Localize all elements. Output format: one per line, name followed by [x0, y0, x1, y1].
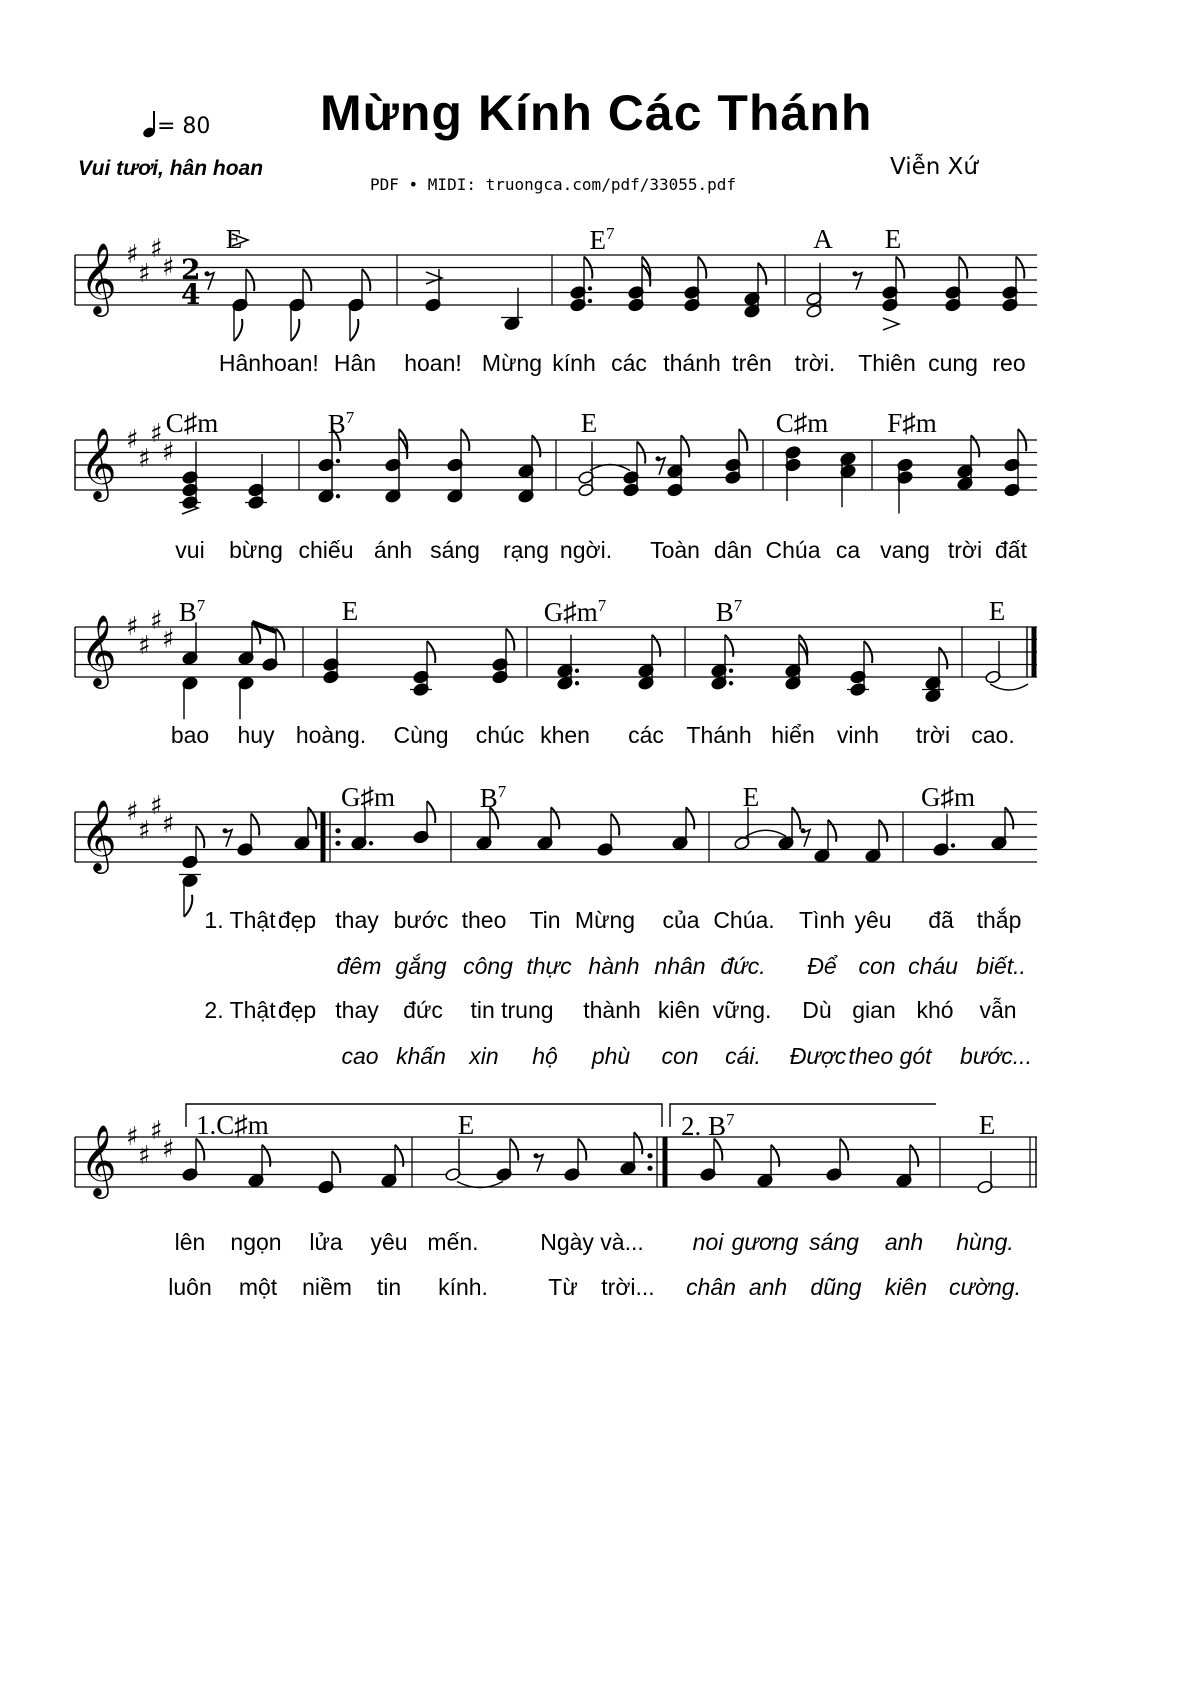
- note: [294, 807, 317, 850]
- lyric-syllable: hoan!: [404, 350, 462, 376]
- flag: [634, 1132, 642, 1154]
- lyric-syllable: tin: [376, 1274, 402, 1300]
- note: [413, 801, 436, 844]
- lyric-syllable: Hân: [218, 350, 262, 376]
- flag: [686, 807, 694, 829]
- note: [425, 269, 442, 312]
- note: [597, 814, 620, 857]
- chord-symbol: E: [341, 596, 359, 626]
- sharp-icon: ♯: [138, 258, 151, 289]
- dot: [575, 681, 579, 685]
- lyric-syllable: thay: [335, 997, 379, 1023]
- sharp-icon: ♯: [150, 790, 163, 821]
- lyric-syllable: yêu: [854, 907, 892, 933]
- lyric-syllable: chúc: [475, 722, 525, 748]
- sharp-icon: ♯: [138, 815, 151, 846]
- note: [248, 1145, 271, 1188]
- lyric-syllable: Cùng: [393, 722, 449, 748]
- repeat-dot: [335, 828, 340, 833]
- quarter-note-icon: [143, 111, 157, 137]
- lyric-syllable: gương: [731, 1229, 799, 1255]
- lyric-syllable: dũng: [810, 1274, 862, 1300]
- note: [896, 1145, 919, 1188]
- note: [847, 641, 872, 697]
- note: [620, 1132, 643, 1175]
- note: [725, 429, 748, 485]
- lyric-syllable: cường.: [949, 1274, 1021, 1300]
- treble-clef-icon: 𝄞: [80, 613, 117, 686]
- note: [628, 257, 651, 313]
- note: [245, 454, 267, 510]
- chord-symbol: $B^7$: [479, 782, 507, 813]
- note: [289, 298, 306, 341]
- lyric-syllable: lên: [174, 1229, 206, 1255]
- lyric-syllable: khen: [540, 722, 590, 748]
- sharp-icon: ♯: [150, 605, 163, 636]
- lyric-syllable: biết..: [976, 953, 1026, 979]
- song-title: Mừng Kính Các Thánh: [320, 85, 873, 141]
- note: [445, 1139, 462, 1182]
- note: [496, 1139, 519, 1182]
- lyric-syllable: huy: [237, 722, 275, 748]
- note: [1004, 429, 1027, 497]
- chord-symbol: E: [225, 224, 243, 254]
- lyric-syllable: reo: [992, 350, 1026, 376]
- flag: [725, 635, 733, 657]
- flag: [184, 895, 192, 917]
- repeat-dot: [647, 1166, 652, 1171]
- note: [922, 647, 947, 703]
- note: [814, 820, 837, 863]
- flag: [652, 635, 660, 657]
- lyric-syllable: trời.: [794, 350, 836, 376]
- expression-marking: Vui tươi, hân hoan: [78, 157, 264, 180]
- chord-symbol: $B^7$: [327, 408, 355, 439]
- volta-label: 1.C♯m: [196, 1110, 269, 1140]
- sharp-icon: ♯: [162, 809, 175, 840]
- chord-symbol: $G♯m^7$: [543, 596, 607, 627]
- sharp-icon: ♯: [138, 1140, 151, 1171]
- lyric-syllable: Hân: [333, 350, 377, 376]
- lyric-syllable: hoàng.: [295, 722, 367, 748]
- lyric-syllable: trời: [915, 722, 951, 748]
- chord-symbol: F♯m: [887, 408, 937, 438]
- treble-clef-icon: 𝄞: [80, 798, 117, 871]
- lyric-syllable: vui: [175, 537, 205, 563]
- lyric-syllable: các: [628, 722, 664, 748]
- chord-symbol: $B^7$: [715, 596, 743, 627]
- flag: [828, 820, 836, 842]
- note: [348, 298, 365, 341]
- time-signature-top: 2: [181, 253, 201, 286]
- chord-symbol: A: [813, 224, 833, 254]
- lyric-syllable: Thiên: [858, 350, 916, 376]
- note: [237, 814, 260, 857]
- note: [985, 641, 1002, 684]
- lyric-syllable: hành: [588, 953, 640, 979]
- lyric-syllable: Thánh: [686, 722, 752, 748]
- chord-symbol: E: [457, 1110, 475, 1140]
- lyric-syllable: kiên: [657, 997, 701, 1023]
- chord-symbol: $E^7$: [589, 224, 615, 255]
- lyric-syllable: con: [858, 953, 896, 979]
- lyric-syllable: Chúa: [765, 537, 821, 563]
- lyric-syllable: anh: [748, 1274, 788, 1300]
- lyric-syllable: kiên: [884, 1274, 928, 1300]
- tempo-value: = 80: [157, 114, 211, 139]
- flag: [1005, 807, 1013, 829]
- lyric-syllable: khó: [916, 997, 954, 1023]
- lyric-syllable: lửa: [309, 1229, 343, 1255]
- lyric-syllable: nhân: [654, 953, 706, 979]
- sharp-icon: ♯: [150, 418, 163, 449]
- chord-symbol: G♯m: [921, 782, 975, 812]
- note: [410, 641, 435, 697]
- sharp-icon: ♯: [126, 1122, 139, 1152]
- lyric-syllable: bước: [393, 907, 449, 933]
- lyric-syllable: dân: [713, 537, 753, 563]
- lyric-syllable: Toàn: [650, 537, 700, 563]
- lyric-syllable: ca: [835, 537, 861, 563]
- sharp-icon: ♯: [150, 1115, 163, 1146]
- lyric-syllable: Tình: [798, 907, 846, 933]
- note: [262, 629, 285, 672]
- note: [323, 629, 340, 685]
- dot: [575, 669, 579, 673]
- lyric-syllable: Mừng: [574, 907, 636, 933]
- lyric-syllable: anh: [884, 1229, 924, 1255]
- note: [667, 435, 690, 497]
- composer-name: Viễn Xứ: [890, 154, 978, 180]
- lyric-syllable: một: [238, 1274, 278, 1300]
- time-signature-bottom: 4: [181, 278, 201, 311]
- lyric-syllable: vang: [880, 537, 930, 563]
- note: [638, 635, 661, 691]
- flag: [971, 435, 979, 457]
- lyric-syllable: niềm: [302, 1274, 352, 1300]
- lyric-syllable: phù: [591, 1043, 631, 1069]
- lyric-syllable: Ngày và...: [540, 1229, 644, 1255]
- note: [182, 622, 199, 665]
- lyric-syllable: Dù: [802, 997, 832, 1023]
- sharp-icon: ♯: [162, 1134, 175, 1165]
- lyric-syllable: ngời.: [559, 537, 613, 563]
- note: [991, 807, 1014, 850]
- lyric-syllable: đất: [995, 537, 1027, 563]
- flag: [792, 807, 800, 829]
- note: [182, 1139, 205, 1182]
- sharp-icon: ♯: [162, 437, 175, 468]
- dot: [951, 843, 955, 847]
- lyric-syllable: trời: [947, 537, 983, 563]
- lyric-syllable: cung: [928, 350, 978, 376]
- lyric-syllable: gian: [852, 997, 896, 1023]
- tempo-marking: [143, 111, 210, 139]
- sharp-icon: ♯: [126, 240, 139, 270]
- lyric-syllable: xin: [469, 1043, 499, 1069]
- note: [492, 629, 515, 685]
- flag: [681, 435, 689, 457]
- note: [806, 263, 823, 319]
- lyric-syllable: yêu: [370, 1229, 408, 1255]
- lyric-syllable: theo gót: [848, 1043, 932, 1069]
- lyric-syllable: 2. Thật: [204, 997, 276, 1023]
- sharp-icon: ♯: [126, 425, 139, 455]
- dot: [588, 299, 592, 303]
- lyric-syllable: vinh: [836, 722, 880, 748]
- chord-symbol: E: [742, 782, 760, 812]
- lyric-syllable: đẹp: [277, 907, 317, 933]
- tie: [746, 830, 786, 836]
- lyric-syllable: cao.: [971, 722, 1015, 748]
- lyric-syllable: thắp: [976, 907, 1022, 933]
- lyric-syllable: kính.: [438, 1274, 488, 1300]
- flag: [234, 319, 242, 341]
- note: [238, 622, 261, 665]
- note: [1002, 257, 1025, 313]
- lyric-syllable: hiển: [771, 722, 815, 748]
- dot: [369, 841, 373, 845]
- lyric-syllable: của: [662, 907, 700, 933]
- lyric-syllable: bước...: [960, 1043, 1032, 1069]
- lyric-syllable: tin trung: [470, 997, 554, 1023]
- lyric-syllable: Từ: [548, 1274, 578, 1300]
- source-link[interactable]: PDF • MIDI: truongca.com/pdf/33055.pdf: [370, 175, 737, 194]
- note: [182, 826, 205, 869]
- flag: [350, 319, 358, 341]
- note: [744, 263, 767, 319]
- note: [501, 288, 523, 331]
- dot: [729, 669, 733, 673]
- sharp-icon: ♯: [138, 443, 151, 474]
- tie: [990, 684, 1028, 690]
- note: [897, 458, 914, 514]
- lyric-syllable: theo: [461, 907, 507, 933]
- flag: [262, 1145, 270, 1167]
- note: [238, 676, 255, 719]
- chord-symbol: E: [580, 408, 598, 438]
- chord-symbol: E: [978, 1110, 996, 1140]
- note: [865, 820, 888, 863]
- lyric-syllable: đêm: [336, 953, 382, 979]
- treble-clef-icon: 𝄞: [80, 426, 117, 499]
- flag: [758, 263, 766, 285]
- lyric-syllable: hoan!: [261, 350, 319, 376]
- sharp-icon: ♯: [162, 624, 175, 655]
- lyric-syllable: Được: [789, 1043, 847, 1069]
- lyric-syllable: ánh: [373, 537, 413, 563]
- lyric-syllable: chân: [686, 1274, 736, 1300]
- dot: [336, 494, 340, 498]
- note: [700, 1139, 723, 1182]
- lyric-syllable: khấn: [396, 1043, 446, 1069]
- sharp-icon: ♯: [162, 252, 175, 283]
- sharp-icon: ♯: [138, 630, 151, 661]
- lyric-syllable: chiếu: [298, 537, 354, 563]
- lyric-syllable: 1. Thật: [204, 907, 276, 933]
- flag: [910, 1145, 918, 1167]
- flag: [532, 435, 540, 457]
- rest-stroke: [225, 830, 232, 847]
- rest-stroke: [803, 830, 810, 847]
- lyric-syllable: vững.: [712, 997, 772, 1023]
- note: [537, 807, 560, 850]
- lyric-syllable: cao: [341, 1043, 379, 1069]
- flag: [395, 1145, 403, 1167]
- lyric-syllable: rạng: [502, 537, 550, 563]
- note: [381, 1145, 404, 1188]
- note: [351, 807, 374, 850]
- rest-stroke: [855, 273, 862, 290]
- note: [757, 1145, 780, 1188]
- lyric-syllable: thành: [583, 997, 641, 1023]
- lyric-syllable: hộ: [532, 1043, 558, 1069]
- dot: [588, 286, 592, 290]
- note: [957, 435, 980, 491]
- chord-symbol: E: [884, 224, 902, 254]
- note: [179, 442, 201, 510]
- lyric-syllable: đã: [928, 907, 954, 933]
- lyric-syllable: đức.: [720, 953, 766, 979]
- lyric-syllable: thánh: [663, 350, 721, 376]
- note: [778, 807, 801, 850]
- sharp-icon: ♯: [126, 612, 139, 642]
- note: [840, 451, 857, 507]
- note: [672, 807, 695, 850]
- lyric-syllable: công: [463, 953, 513, 979]
- lyric-syllable: trời...: [601, 1274, 655, 1300]
- chord-symbol: E: [988, 596, 1006, 626]
- lyric-syllable: hùng.: [956, 1229, 1014, 1255]
- volta-label: 2. $B^7$: [681, 1110, 735, 1141]
- sharp-icon: ♯: [126, 797, 139, 827]
- note: [882, 257, 905, 313]
- flag: [771, 1145, 779, 1167]
- chord-symbol: $B^7$: [178, 596, 206, 627]
- chord-symbol: G♯m: [341, 782, 395, 812]
- note: [785, 635, 808, 691]
- treble-clef-icon: 𝄞: [80, 241, 117, 314]
- lyric-syllable: ngọn: [230, 1229, 282, 1255]
- sharp-icon: ♯: [150, 233, 163, 264]
- note: [518, 435, 541, 503]
- note: [564, 1139, 587, 1182]
- dot: [336, 459, 340, 463]
- note: [826, 1139, 849, 1182]
- chord-symbol: C♯m: [775, 408, 829, 438]
- note: [179, 873, 201, 916]
- lyric-syllable: thực: [526, 953, 572, 979]
- lyric-syllable: noi: [692, 1229, 724, 1255]
- lyric-syllable: vẫn: [979, 997, 1017, 1023]
- lyric-syllable: đẹp: [277, 997, 317, 1023]
- chord-symbol: C♯m: [165, 408, 219, 438]
- lyric-syllable: gắng: [395, 953, 447, 979]
- note: [945, 257, 968, 313]
- accent-mark: [883, 318, 899, 330]
- lyric-syllable: đức: [403, 997, 443, 1023]
- lyric-syllable: cháu: [908, 953, 958, 979]
- lyric-syllable: sáng: [430, 537, 480, 563]
- note: [557, 635, 580, 691]
- lyric-syllable: con: [661, 1043, 699, 1069]
- rest-stroke: [658, 458, 665, 475]
- note: [933, 814, 956, 857]
- lyric-syllable: bao: [170, 722, 210, 748]
- note: [734, 807, 751, 850]
- note: [232, 298, 249, 341]
- note: [684, 257, 707, 313]
- lyric-syllable: bừng: [229, 537, 283, 563]
- flag: [291, 319, 299, 341]
- lyric-syllable: Chúa.: [713, 907, 775, 933]
- flag: [551, 807, 559, 829]
- rest-stroke: [207, 273, 214, 290]
- lyric-syllable: trên: [732, 350, 772, 376]
- treble-clef-icon: 𝄞: [80, 1123, 117, 1196]
- note: [977, 1151, 994, 1194]
- lyric-syllable: kính: [552, 350, 596, 376]
- note: [318, 1151, 341, 1194]
- lyric-syllable: Mừng: [481, 350, 543, 376]
- repeat-dot: [335, 841, 340, 846]
- flag: [939, 647, 947, 669]
- rest-stroke: [536, 1155, 543, 1172]
- note: [623, 442, 646, 498]
- repeat-dot: [647, 1153, 652, 1158]
- lyric-syllable: mến.: [427, 1229, 479, 1255]
- staff: [75, 791, 1037, 874]
- note: [182, 676, 199, 719]
- dot: [729, 681, 733, 685]
- lyric-syllable: cái.: [725, 1043, 761, 1069]
- lyric-syllable: luôn: [168, 1274, 212, 1300]
- lyric-syllable: các: [611, 350, 647, 376]
- lyric-syllable: Tin: [529, 907, 561, 933]
- flag: [308, 807, 316, 829]
- note: [711, 635, 734, 691]
- note: [785, 445, 802, 501]
- lyric-syllable: Để: [807, 953, 837, 979]
- lyric-syllable: sáng: [809, 1229, 859, 1255]
- flag: [879, 820, 887, 842]
- note: [570, 257, 593, 313]
- lyric-syllable: thay: [335, 907, 379, 933]
